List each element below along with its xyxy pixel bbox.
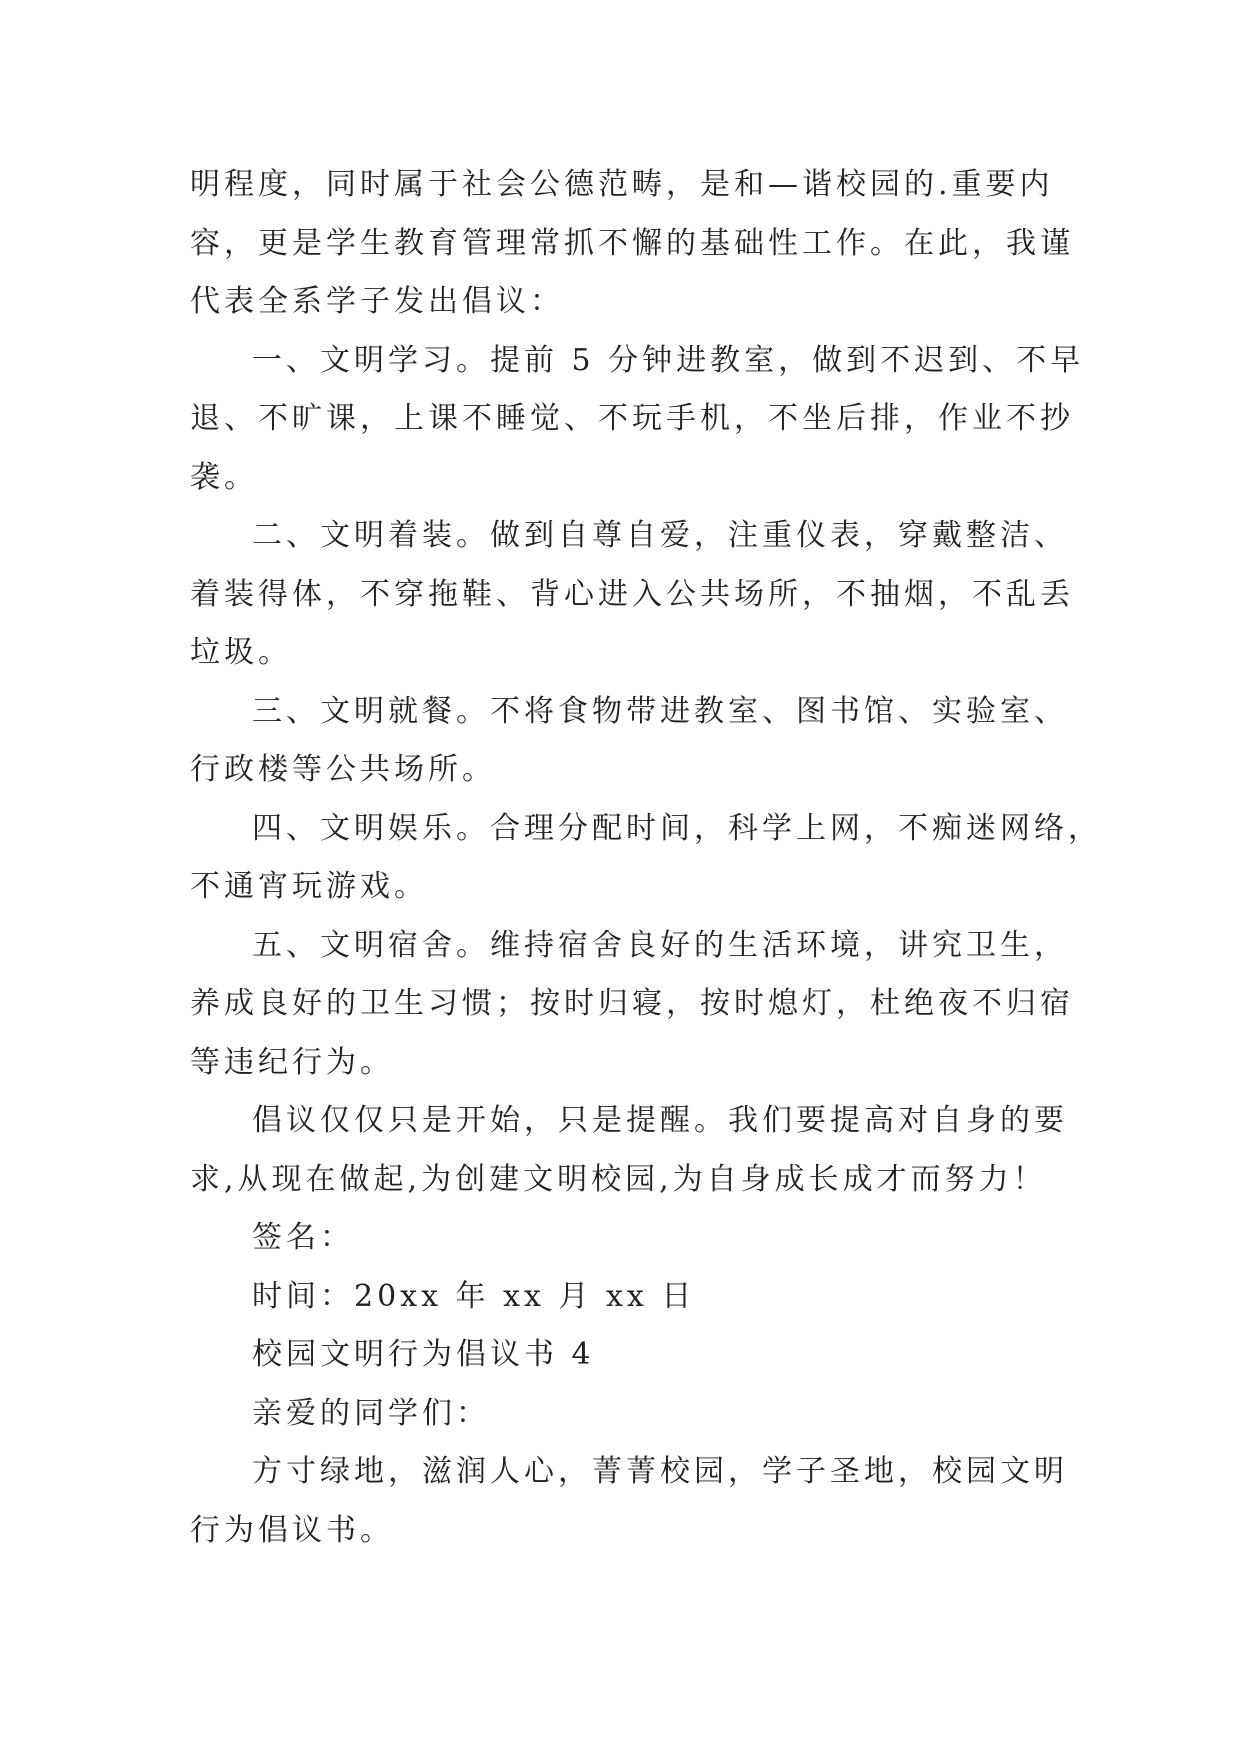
text-line: 一、文明学习。提前 5 分钟进教室，做到不迟到、不早: [252, 342, 1085, 378]
paragraph-civilized-dress: [190, 507, 1074, 683]
text-line: 退、不旷课，上课不睡觉、不玩手机，不坐后排，作业不抄: [190, 401, 1074, 436]
section-heading: [190, 1326, 1050, 1385]
greeting: [190, 1385, 1050, 1444]
text-line: 代表全系学子发出倡议：: [190, 284, 564, 319]
text-line: 容，更是学生教育管理常抓不懈的基础性工作。在此，我谨: [190, 225, 1074, 261]
text-line: 行为倡议书。: [190, 1512, 394, 1548]
text-line: 着装得体，不穿拖鞋、背心进入公共场所，不抽烟，不乱丢: [190, 576, 1074, 612]
paragraph-civilized-dining: [190, 683, 1068, 800]
signature-line: [190, 1209, 1050, 1268]
text-line: 明程度，同时属于社会公德范畴，是和—谐校园的.重要内: [190, 167, 1054, 202]
text-line: 等违纪行为。: [190, 1044, 394, 1080]
date-line: [190, 1268, 1050, 1327]
paragraph-intro: [190, 156, 1074, 332]
text-line: 方寸绿地，滋润人心，菁菁校园，学子圣地，校园文明: [252, 1454, 1068, 1489]
text-line: 行政楼等公共场所。: [190, 752, 496, 787]
document-body: [190, 156, 1102, 1560]
text-line: 校园文明行为倡议书 4: [252, 1337, 595, 1372]
text-line: 求,从现在做起,为创建文明校园,为自身成长成才而努力！: [190, 1161, 1047, 1197]
text-line: 五、文明宿舍。维持宿舍良好的生活环境，讲究卫生，: [252, 927, 1068, 963]
paragraph-civilized-entertainment: [190, 800, 1102, 917]
text-line: 垃圾。: [190, 635, 292, 670]
paragraph-civilized-dormitory: [190, 917, 1074, 1093]
paragraph-civilized-study: [190, 332, 1085, 508]
paragraph-opening: [190, 1443, 1068, 1560]
text-line: 二、文明着装。做到自尊自爱，注重仪表，穿戴整洁、: [252, 518, 1068, 553]
text-line: 三、文明就餐。不将食物带进教室、图书馆、实验室、: [252, 693, 1068, 729]
text-line: 签名：: [252, 1220, 354, 1255]
text-line: 袭。: [190, 459, 258, 495]
text-line: 不通宵玩游戏。: [190, 869, 428, 904]
paragraph-closing: [190, 1092, 1068, 1209]
text-line: 亲爱的同学们：: [252, 1395, 490, 1431]
text-line: 时间：20xx 年 xx 月 xx 日: [252, 1278, 696, 1314]
text-line: 四、文明娱乐。合理分配时间，科学上网，不痴迷网络，: [252, 810, 1102, 846]
text-line: 养成良好的卫生习惯；按时归寝，按时熄灯，杜绝夜不归宿: [190, 986, 1074, 1021]
text-line: 倡议仅仅只是开始，只是提醒。我们要提高对自身的要: [252, 1103, 1068, 1138]
